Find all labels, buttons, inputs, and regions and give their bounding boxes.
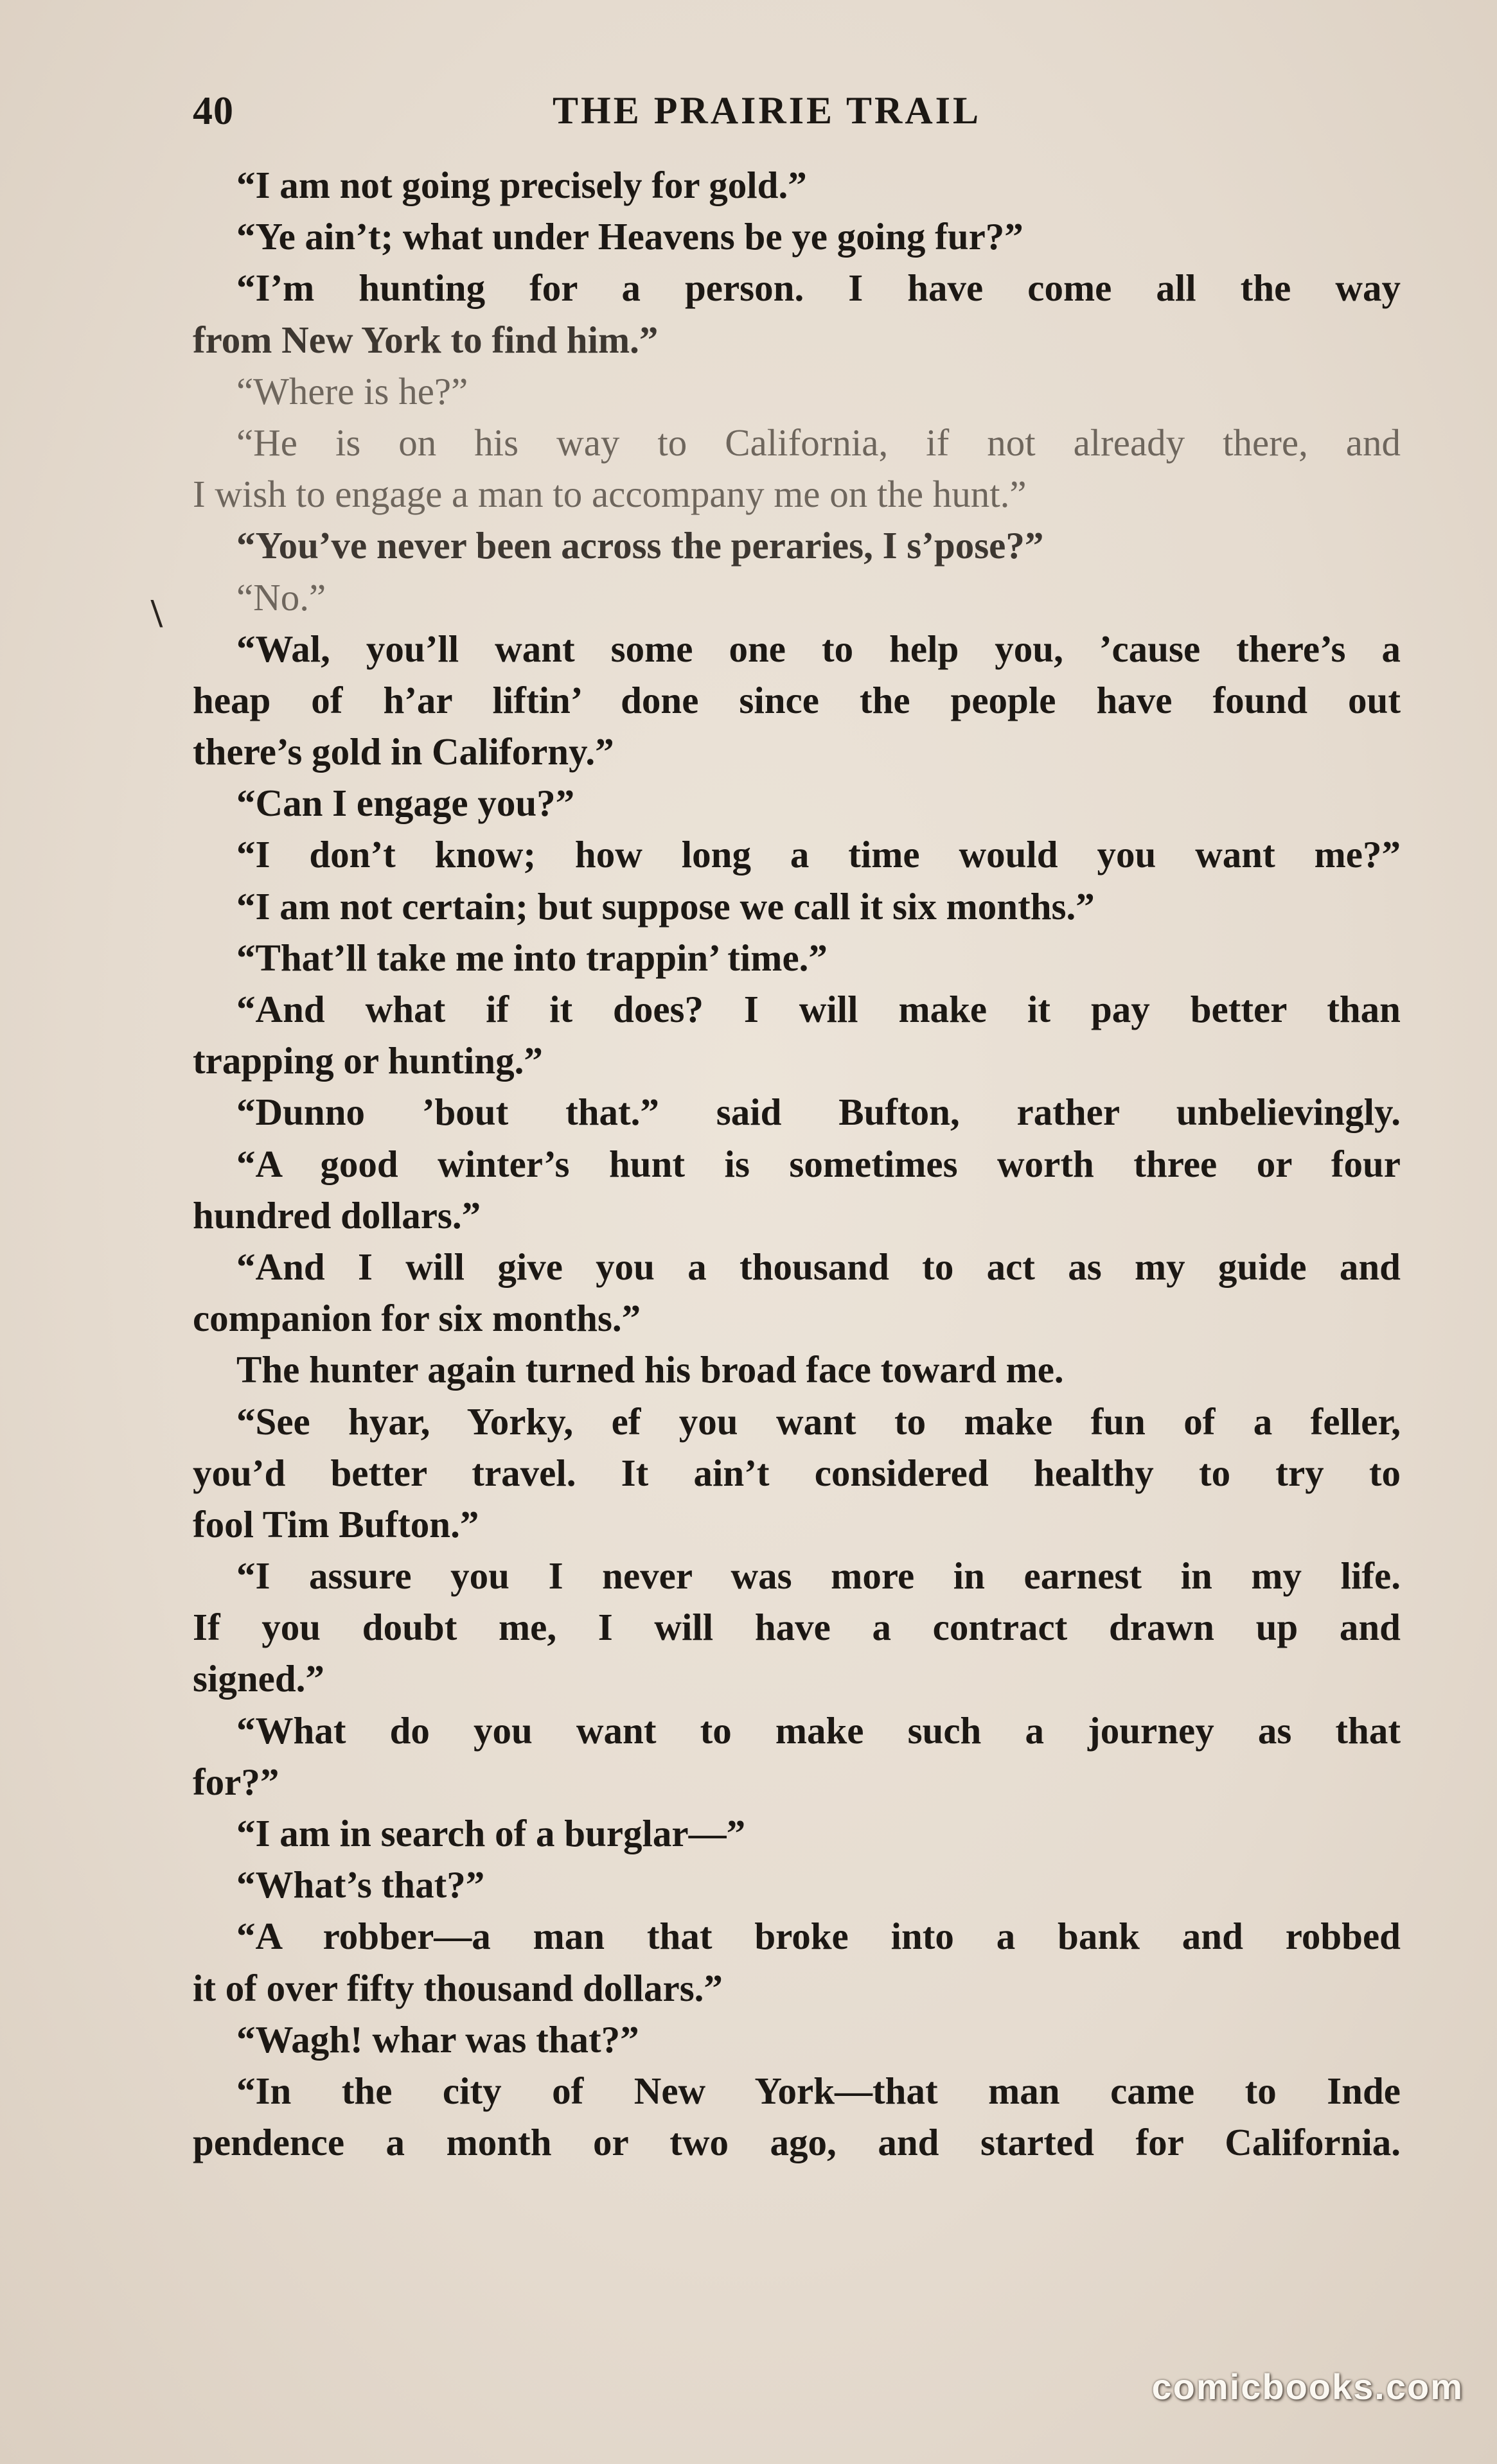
text-line: “I don’t know; how long a time would you want me?” [236,833,1401,876]
text-line: “You’ve never been across the peraries, I s’pose?” [236,524,1044,567]
running-title: THE PRAIRIE TRAIL [553,89,982,132]
text-line: “That’ll take me into trappin’ time.” [236,936,828,979]
text-line: from New York to find him.” [193,318,659,361]
text-line: “And what if it does? I will make it pay better than [236,988,1401,1030]
text-line: “What’s that?” [236,1863,485,1906]
watermark: comicbooks.com [1151,2366,1464,2407]
text-line: “I am not going precisely for gold.” [236,164,807,206]
text-line: heap of h’ar liftin’ done since the people have found out [193,678,1401,721]
text-line: “Can I engage you?” [236,782,575,825]
text-line: “He is on his way to California, if not already there, and [236,421,1401,464]
text-line: If you doubt me, I will have a contract drawn up and [193,1606,1401,1649]
text-line: fool Tim Bufton.” [193,1502,479,1545]
text-line: pendence a month or two ago, and started for California. [193,2121,1401,2164]
text-line: you’d better travel. It ain’t considered healthy to try to [193,1451,1401,1494]
text-line: “A good winter’s hunt is sometimes worth three or four [236,1142,1401,1185]
text-line: “And I will give you a thousand to act as my guide and [236,1245,1401,1288]
page-number: 40 [193,89,234,133]
text-line: “I am in search of a burglar—” [236,1812,746,1854]
text-line: “See hyar, Yorky, ef you want to make fun of a feller, [236,1400,1401,1443]
text-line: trapping or hunting.” [193,1039,543,1082]
text-line: signed.” [193,1657,324,1700]
text-line: hundred dollars.” [193,1193,481,1236]
text-line: “A robber—a man that broke into a bank and robbed [236,1915,1401,1958]
text-line: “What do you want to make such a journey as that [236,1709,1401,1752]
text-line: “Wal, you’ll want some one to help you, ’cause there’s a [236,627,1401,670]
text-line: The hunter again turned his broad face toward me. [236,1348,1064,1391]
text-line: “Dunno ’bout that.” said Bufton, rather unbelievingly. [236,1091,1401,1134]
text-line: for?” [193,1760,279,1803]
text-line: companion for six months.” [193,1297,641,1340]
text-line: “I’m hunting for a person. I have come all the way [236,267,1401,310]
text-line: “I assure you I never was more in earnest in my life. [236,1554,1401,1597]
page-header [193,89,1401,140]
text-line: “Where is he?” [236,369,468,412]
text-line: “I am not certain; but suppose we call it six months.” [236,884,1095,928]
margin-mark: \ [151,590,163,636]
text-line: “Ye ain’t; what under Heavens be ye going fur?” [236,215,1023,258]
text-line: there’s gold in Californy.” [193,730,614,773]
body-text [193,159,1401,2168]
text-line: I wish to engage a man to accompany me on the hunt.” [193,473,1027,516]
text-line: “No.” [236,576,326,619]
text-line: “Wagh! whar was that?” [236,2018,639,2061]
text-line: “In the city of New York—that man came to Inde [236,2069,1401,2112]
text-line: it of over fifty thousand dollars.” [193,1966,723,2009]
